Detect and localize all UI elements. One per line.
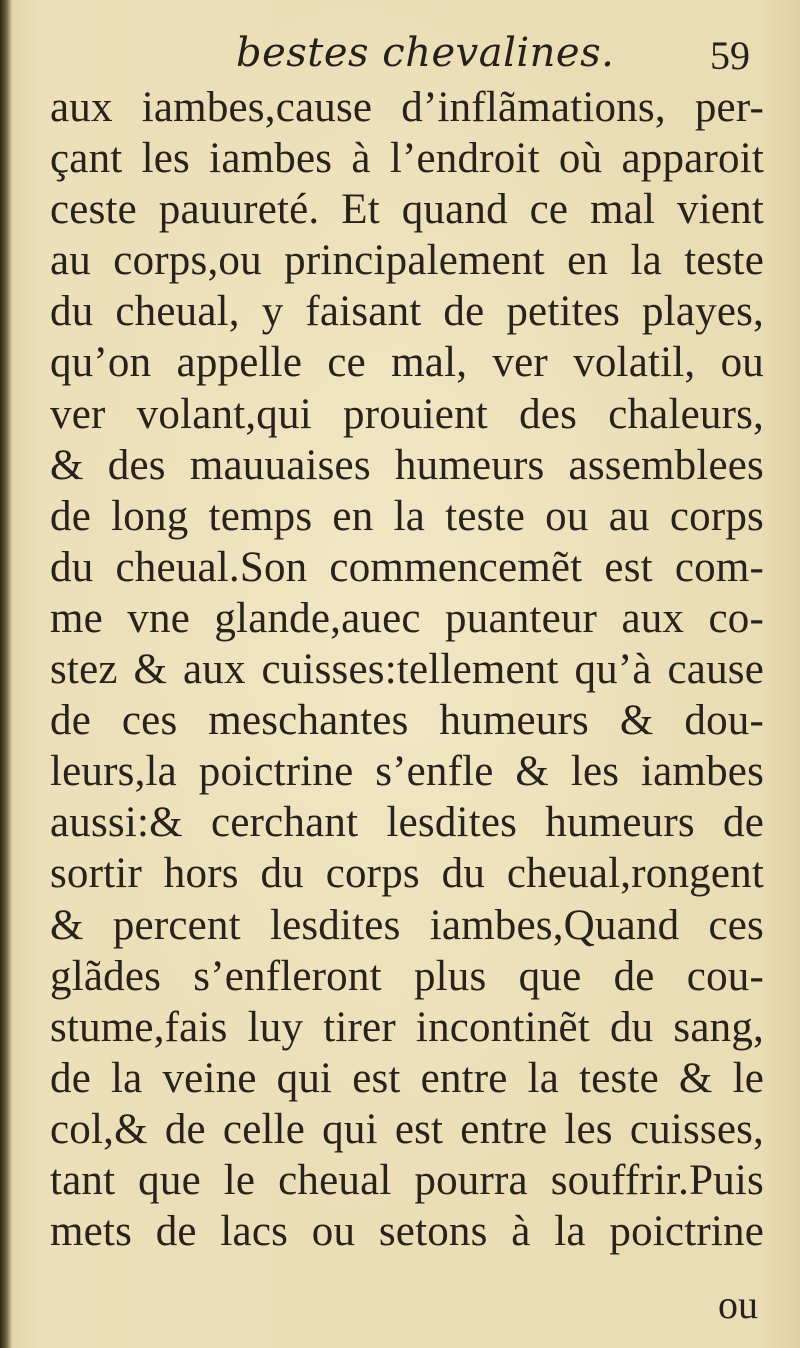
text-line: mets de lacs ou setons à la poictrine [50,1208,764,1256]
text-line: ver volant,qui prouient des chaleurs, [50,390,764,438]
text-line: aussi:& cerchant lesdites humeurs de [50,799,764,847]
text-line: tant que le cheual pourra souffrir.Puis [50,1156,764,1204]
text-line: glãdes s’enfleront plus que de cou- [50,952,764,1000]
text-line: aux iambes,cause d’inflãmations, per- [50,84,764,131]
page-header [50,28,770,88]
text-line: & des mauuaises humeurs assemblees [50,441,764,489]
text-line: de long temps en la teste ou au corps [50,492,764,540]
text-line: çant les iambes à l’endroit où apparoit [50,135,764,183]
text-line: qu’on appelle ce mal, ver volatil, ou [50,339,764,387]
text-line: de la veine qui est entre la teste & le [50,1054,764,1102]
text-line: me vne glande,auec puanteur aux co- [50,594,764,642]
text-line: sortir hors du corps du cheual,rongent [50,850,764,898]
text-line: stez & aux cuisses:tellement qu’à cause [50,646,764,694]
page-number: 59 [710,33,750,78]
running-title: bestes chevalines. [236,30,615,76]
text-line: & percent lesdites iambes,Quand ces [50,901,764,949]
catchword-row [50,1273,764,1327]
text-line: col,& de celle qui est entre les cuisses, [50,1105,764,1153]
text-line: stume,fais luy tirer incontinẽt du sang, [50,1003,764,1051]
text-line: de ces meschantes humeurs & dou- [50,697,764,745]
catchword: ou [718,1282,758,1327]
text-line: au corps,ou principalement en la teste [50,237,764,285]
text-line: leurs,la poictrine s’enfle & les iambes [50,748,764,796]
body-text [50,82,764,1257]
page-binding-edge [0,0,12,1348]
text-line: ceste pauureté. Et quand ce mal vient [50,186,764,234]
text-line: du cheual, y faisant de petites playes, [50,288,764,336]
text-line: du cheual.Son commencemẽt est com- [50,543,764,591]
